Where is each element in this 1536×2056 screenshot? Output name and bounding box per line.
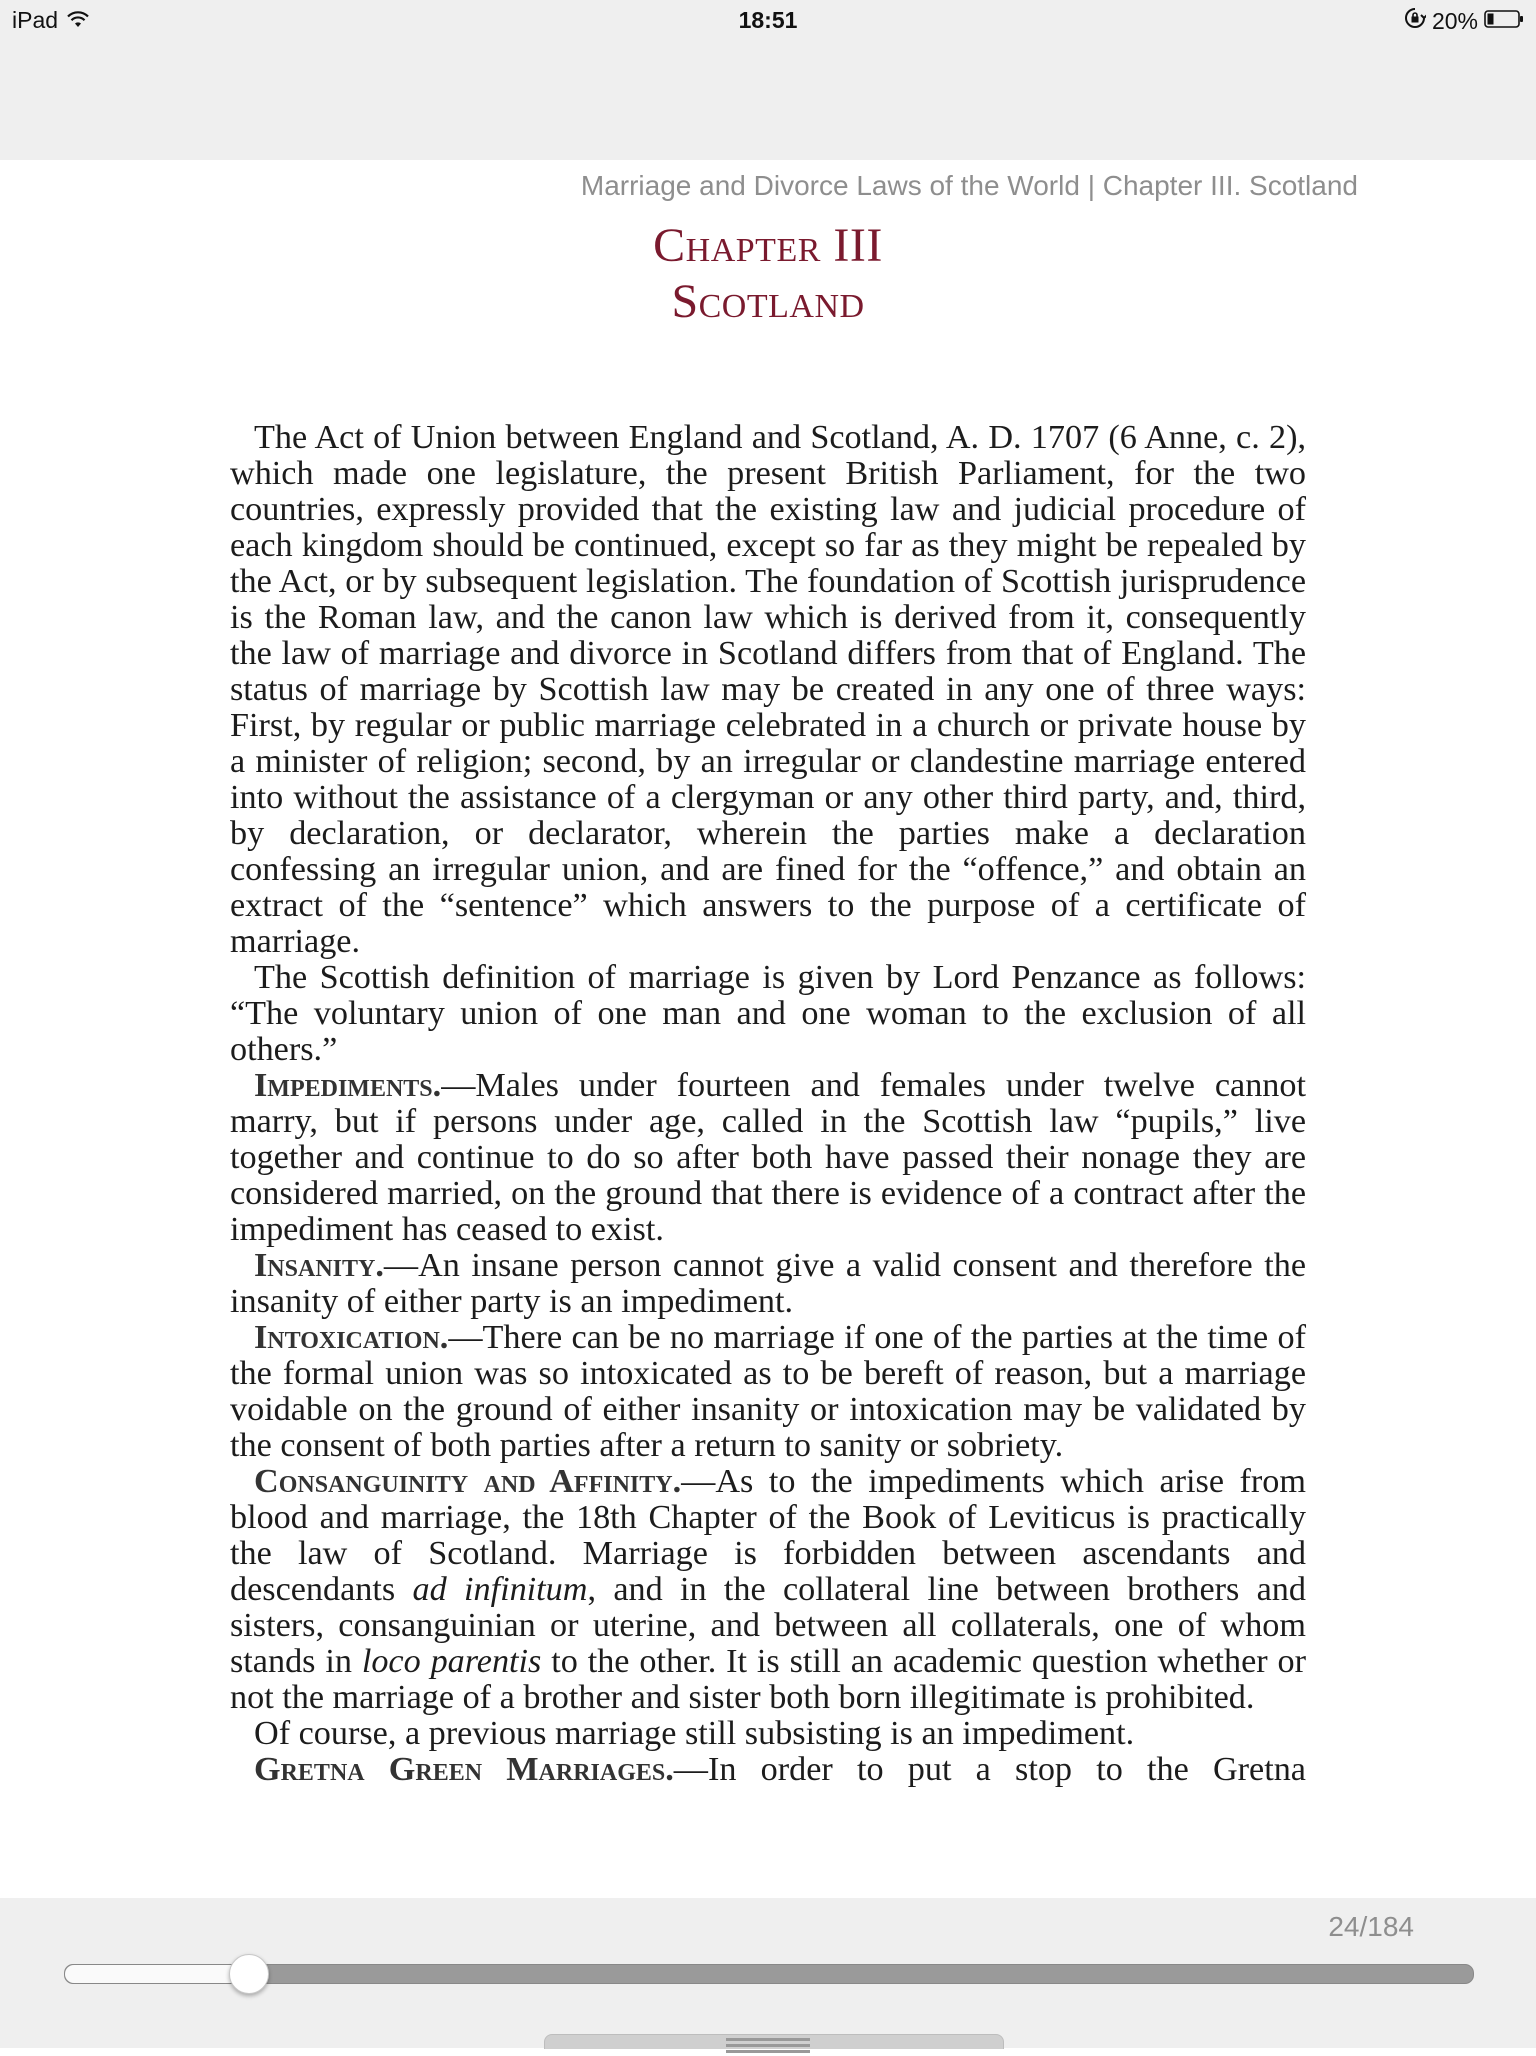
status-bar <box>0 0 1536 42</box>
paragraph-text: —In order to put a stop to the Gretna <box>673 1751 1306 1788</box>
paragraph-text: , and in the collateral line between brothers and sisters, consanguinian or uterine, and between all collaterals, one of whom stands in <box>230 1571 1306 1680</box>
grabber-icon[interactable] <box>726 2038 810 2056</box>
page-slider-fill <box>65 1965 248 1983</box>
reader-toolbar-area[interactable] <box>0 42 1536 160</box>
paragraph <box>230 1320 1306 1464</box>
paragraph <box>230 1068 1306 1248</box>
paragraph-text: —An insane person cannot give a valid consent and therefore the insanity of either party is an impediment. <box>230 1247 1306 1320</box>
device-label: iPad <box>12 7 59 33</box>
page-body[interactable] <box>230 420 1306 1788</box>
paragraph-text: —There can be no marriage if one of the parties at the time of the formal union was so intoxicated as to be bereft of reason, but a marriage voidable on the ground of either insanity or intoxication may be validated by the consent of both parties after a return to sanity or sobriety. <box>230 1319 1306 1464</box>
section-heading: Intoxication. <box>254 1319 449 1356</box>
paragraph-text: to the other. It is still an academic question whether or not the marriage of a brother and sister both born illegitimate is prohibited. <box>230 1643 1307 1716</box>
status-right <box>1404 7 1524 35</box>
page-counter: 24/184 <box>1328 1911 1414 1942</box>
section-heading: Gretna Green Marriages. <box>254 1751 674 1788</box>
battery-percent: 20% <box>1431 7 1478 34</box>
paragraph: The Scottish definition of marriage is given by Lord Penzance as follows: “The voluntary union of one man and one woman to the exclusion of all others.” <box>230 959 1306 1068</box>
status-time: 18:51 <box>738 7 798 33</box>
paragraph: Of course, a previous marriage still subsisting is an impediment. <box>254 1715 1135 1752</box>
section-heading: Impediments. <box>254 1067 442 1104</box>
paragraph-text: —Males under fourteen and females under twelve cannot marry, but if persons under age, called in the Scottish law “pupils,” live together and continue to do so after both have passed their nonage they are considered married, on the ground that there is evidence of a contract after the impediment has ceased to exist. <box>230 1067 1306 1248</box>
chapter-label: Chapter III <box>653 219 883 272</box>
latin-phrase: ad infinitum <box>412 1571 588 1608</box>
paragraph <box>230 1464 1306 1716</box>
page-slider[interactable] <box>64 1964 1474 1984</box>
chapter-title <box>0 218 1536 330</box>
page-slider-thumb[interactable] <box>229 1954 269 1994</box>
chapter-name: Scotland <box>671 275 865 328</box>
paragraph <box>230 1248 1306 1320</box>
orientation-lock-icon <box>1404 7 1426 35</box>
paragraph <box>230 1752 1306 1788</box>
paragraph: The Act of Union between England and Scotland, A. D. 1707 (6 Anne, c. 2), which made one legislature, the present British Parliament, for the two countries, expressly provided that the existing law and judicial procedure of each kingdom should be continued, except so far as they might be repealed by the Act, or by subsequent legislation. The foundation of Scottish jurisprudence is the Roman law, and the canon law which is derived from it, consequently the law of marriage and divorce in Scotland differs from that of England. The status of marriage by Scottish law may be created in any one of three ways: First, by regular or public marriage celebrated in a church or private house by a minister of religion; second, by an irregular or clandestine marriage entered into without the assistance of a clergyman or any other third party, and, third, by declaration, or declarator, wherein the parties make a declaration confessing an irregular union, and are fined for the “offence,” and obtain an extract of the “sentence” which answers to the purpose of a certificate of marriage. <box>230 419 1306 960</box>
latin-phrase: loco parentis <box>361 1643 542 1680</box>
section-heading: Insanity. <box>254 1247 384 1284</box>
paragraph-text: —As to the impediments which arise from blood and marriage, the 18th Chapter of the Book of Leviticus is practically the law of Scotland. Marriage is forbidden between ascendants and descendants <box>230 1463 1306 1608</box>
section-heading: Consanguinity and Affinity. <box>254 1463 682 1500</box>
running-header: Marriage and Divorce Laws of the World | Chapter III. Scotland <box>580 170 1358 201</box>
battery-icon <box>1484 8 1524 35</box>
